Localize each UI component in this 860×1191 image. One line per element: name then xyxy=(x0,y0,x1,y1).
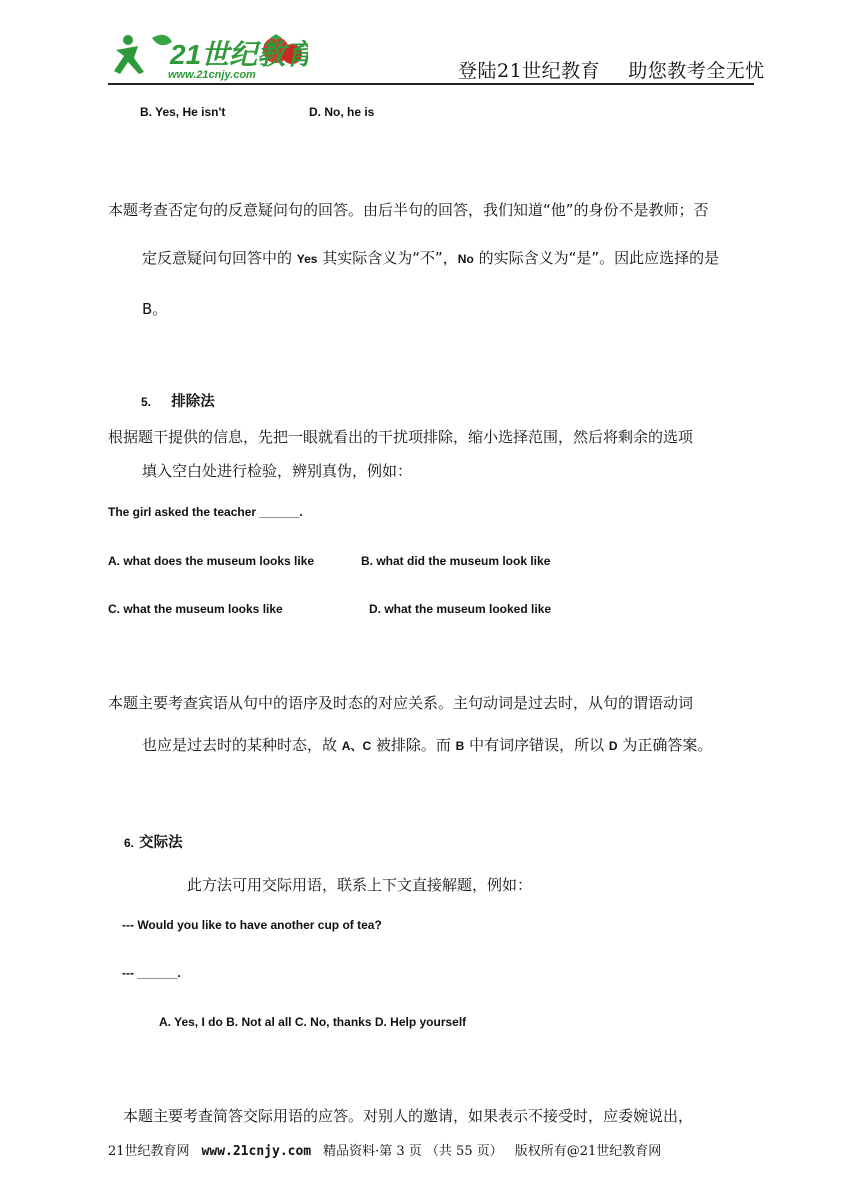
section5-option-c: C. what the museum looks like xyxy=(108,602,283,616)
section5-intro-line1: 根据题干提供的信息，先把一眼就看出的干扰项排除，缩小选择范围，然后将剩余的选项 xyxy=(108,428,694,446)
section6-intro: 此方法可用交际用语，联系上下文直接解题，例如： xyxy=(187,876,533,894)
section5-heading xyxy=(141,390,215,411)
para1-line1: 本题考查否定句的反意疑问句的回答。由后半句的回答，我们知道“他”的身份不是教师；否 xyxy=(108,201,709,219)
section6-dialog-line2: --- ______. xyxy=(122,966,181,980)
section5-option-b: B. what did the museum look like xyxy=(361,554,551,568)
para1-line2: 定反意疑问句回答中的 Yes 其实际含义为“不”，No 的实际含义为“是”。因此应选择的是 xyxy=(142,249,720,267)
header-divider xyxy=(108,83,754,85)
footer-site-name: 21世纪教育网 xyxy=(108,1144,190,1159)
section5-option-a: A. what does the museum looks like xyxy=(108,554,315,568)
footer-url[interactable]: www.21cnjy.com xyxy=(201,1144,312,1159)
section6-heading xyxy=(124,831,183,852)
option-d: D. No, he is xyxy=(309,105,375,119)
site-logo xyxy=(108,28,308,82)
page-footer xyxy=(108,1140,661,1159)
section5-explain-line1: 本题主要考查宾语从句中的语序及时态的对应关系。主句动词是过去时，从句的谓语动词 xyxy=(108,694,694,712)
section6-dialog-line1: --- Would you like to have another cup of tea? xyxy=(122,918,382,932)
runner-icon xyxy=(114,35,144,74)
leaf-icon xyxy=(152,35,172,45)
footer-copyright: 版权所有@21世纪教育网 xyxy=(514,1144,662,1159)
logo-url: www.21cnjy.com xyxy=(168,69,256,81)
header-slogan xyxy=(458,56,765,83)
section5-number: 5. xyxy=(141,395,152,409)
section5-question: The girl asked the teacher ______. xyxy=(108,505,303,519)
section5-intro-line2: 填入空白处进行检验，辨别真伪，例如： xyxy=(142,462,413,480)
para1-line3: B。 xyxy=(142,300,168,318)
section6-number: 6. xyxy=(124,836,135,850)
section5-title: 排除法 xyxy=(171,394,215,410)
section5-option-d: D. what the museum looked like xyxy=(369,602,552,616)
slogan-right: 助您教考全无忧 xyxy=(628,60,765,82)
section6-title: 交际法 xyxy=(139,835,183,851)
logo-text: 21世纪教育 xyxy=(170,39,308,70)
footer-page-info: 精品资料·第 3 页 （共 55 页） xyxy=(323,1144,503,1159)
option-b: B. Yes, He isn't xyxy=(140,105,226,119)
section6-explain-line1: 本题主要考查简答交际用语的应答。对别人的邀请，如果表示不接受时，应委婉说出， xyxy=(123,1107,694,1125)
slogan-left: 登陆21世纪教育 xyxy=(458,60,601,82)
section5-explain-line2: 也应是过去时的某种时态，故 A、C 被排除。而 B 中有词序错误，所以 D 为正确答案。 xyxy=(142,736,713,754)
section6-options: A. Yes, I do B. Not al all C. No, thanks D. Help yourself xyxy=(159,1015,467,1029)
